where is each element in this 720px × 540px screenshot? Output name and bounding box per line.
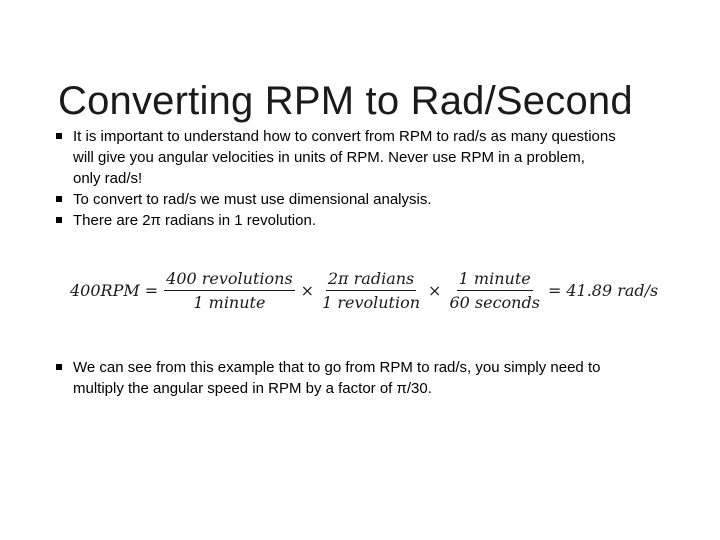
fraction-radians-per-revolution [319,269,423,312]
square-bullet-icon [56,133,62,139]
equation-lhs: 400RPM [70,280,140,300]
square-bullet-icon [56,217,62,223]
bullet-item [56,357,616,399]
slide-title: Converting RPM to Rad/Second [58,78,633,123]
equals-sign: = [144,280,159,300]
fraction-denominator: 1 minute [193,292,266,312]
bullet-list-bottom [56,357,616,399]
bullet-list-top [56,126,616,231]
square-bullet-icon [56,196,62,202]
fraction-denominator: 60 seconds [449,292,540,312]
fraction-revolutions-per-minute [163,269,296,312]
fraction-numerator: 1 minute [457,269,533,291]
bullet-item [56,126,616,189]
bullet-item [56,189,616,210]
bullet-item [56,210,616,231]
times-sign: × [428,280,442,300]
fraction-numerator: 2π radians [326,269,416,291]
equals-sign: = [547,280,562,300]
equation-result: 41.89 rad/s [566,280,659,300]
conversion-equation [70,264,658,316]
fraction-denominator: 1 revolution [322,292,421,312]
times-sign: × [300,280,315,300]
bullet-text: There are 2π radians in 1 revolution. [73,212,316,229]
bullet-text: We can see from this example that to go from RPM to rad/s, you simply need to multiply the angular speed in RPM by a factor of π/30. [73,359,601,397]
square-bullet-icon [56,364,62,370]
bullet-text: To convert to rad/s we must use dimensional analysis. [73,191,432,208]
fraction-numerator: 400 revolutions [164,269,295,291]
fraction-minute-per-seconds [446,269,542,312]
bullet-text: It is important to understand how to convert from RPM to rad/s as many questions will give you angular velocities in units of RPM. Never use RPM in a problem, only rad/s! [73,128,616,187]
